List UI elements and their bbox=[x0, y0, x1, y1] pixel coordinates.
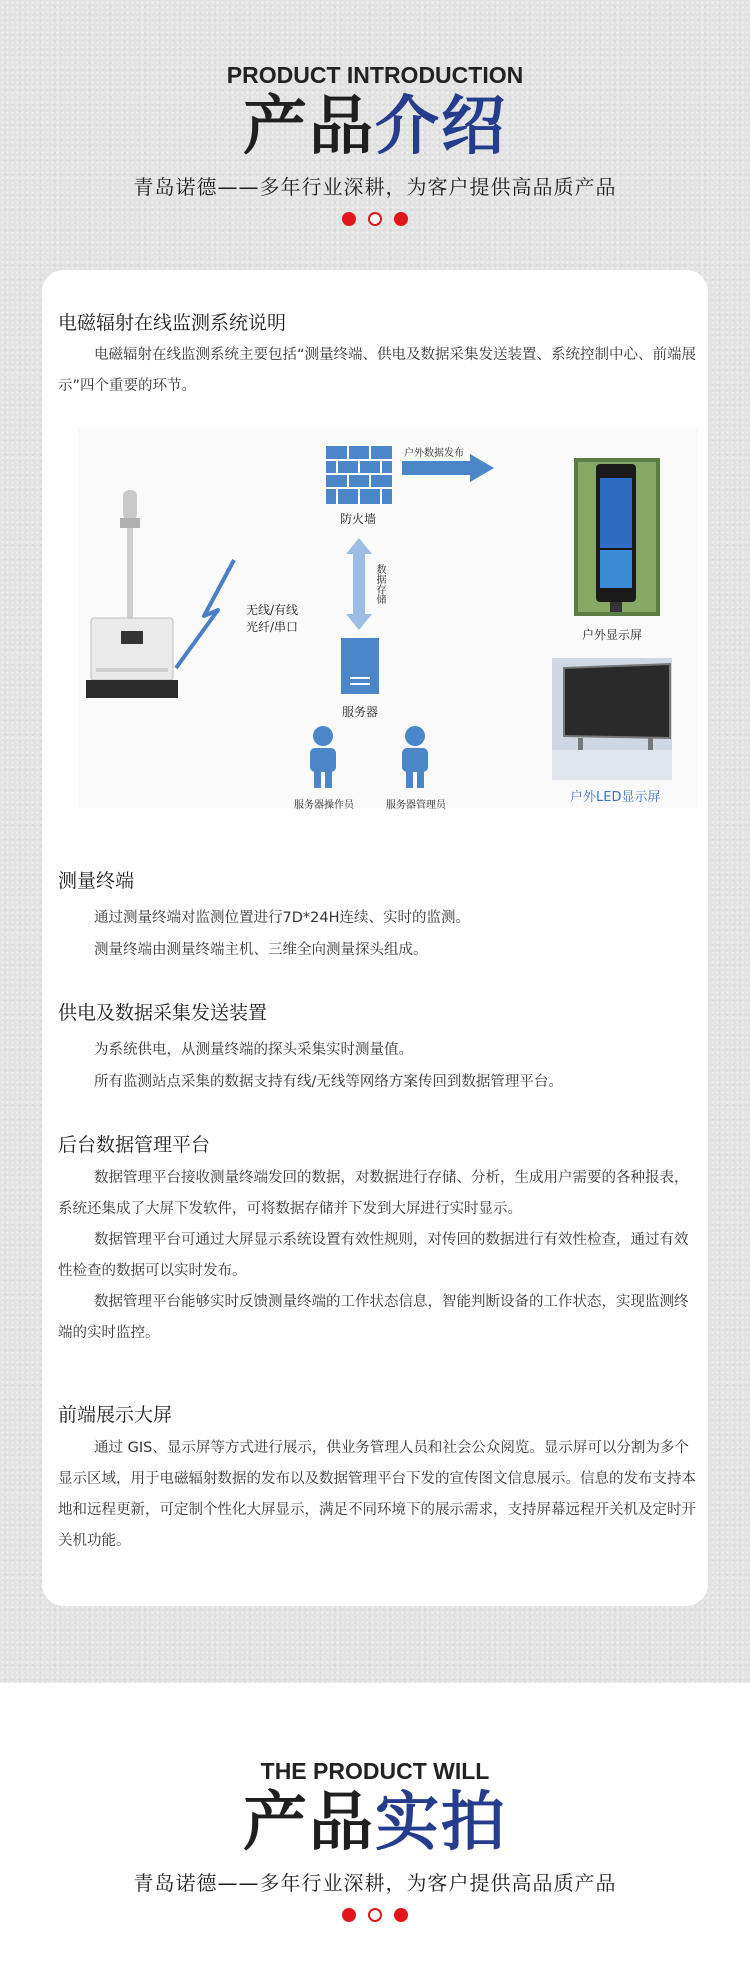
firewall-label: 防火墙 bbox=[340, 512, 377, 526]
firewall-icon bbox=[326, 446, 392, 504]
platform-para-1: 数据管理平台接收测量终端发回的数据，对数据进行存储、分析，生成用户需要的各种报表，系统还集成了大屏下发软件，可将数据存储并下发到大屏进行实时显示。 bbox=[58, 1170, 689, 1217]
power-line-2: 所有监测站点采集的数据支持有线/无线等网络方案传回到数据管理平台。 bbox=[94, 1074, 563, 1090]
outdoor-screen-image bbox=[574, 458, 660, 616]
section-title-terminal: 测量终端 bbox=[58, 870, 135, 892]
data-storage-label: 数据存储 bbox=[374, 564, 385, 604]
intro-card-title: 电磁辐射在线监测系统说明 bbox=[58, 312, 287, 334]
server-icon bbox=[341, 638, 379, 694]
photo-dots bbox=[0, 1908, 750, 1922]
photo-title-cn-blue: 实拍 bbox=[375, 1786, 507, 1860]
section-title-power: 供电及数据采集发送装置 bbox=[58, 1002, 268, 1024]
dot-icon bbox=[342, 1908, 356, 1922]
photo-title-en: THE PRODUCT WILL bbox=[260, 1758, 490, 1784]
operator-label: 服务器操作员 bbox=[294, 800, 354, 811]
photo-section bbox=[0, 1683, 750, 1986]
system-diagram-graphic bbox=[58, 418, 698, 813]
intro-title-cn-blue: 介绍 bbox=[375, 90, 507, 164]
photo-subtitle: 青岛诺德——多年行业深耕，为客户提供高品质产品 bbox=[133, 1871, 617, 1895]
terminal-line-1: 通过测量终端对监测位置进行7D*24H连续、实时的监测。 bbox=[94, 910, 470, 926]
outdoor-publish-label: 户外数据发布 bbox=[404, 448, 464, 459]
platform-para-3: 数据管理平台能够实时反馈测量终端的工作状态信息，智能判断设备的工作状态，实现监测终端的实时监控。 bbox=[58, 1294, 689, 1341]
intro-title-cn bbox=[0, 91, 750, 163]
photo-header bbox=[0, 1758, 750, 1922]
photo-title-cn-dark: 产品 bbox=[243, 1786, 375, 1860]
led-screen-image bbox=[552, 658, 672, 780]
photo-title-cn bbox=[0, 1787, 750, 1859]
dot-hollow-icon bbox=[368, 212, 382, 226]
server-label: 服务器 bbox=[342, 705, 379, 719]
intro-title-en: PRODUCT INTRODUCTION bbox=[226, 62, 524, 88]
intro-header bbox=[0, 62, 750, 226]
power-line-1: 为系统供电，从测量终端的探头采集实时测量值。 bbox=[94, 1042, 413, 1058]
dot-icon bbox=[394, 1908, 408, 1922]
outdoor-screen-label: 户外显示屏 bbox=[582, 628, 643, 642]
fiber-label: 光纤/串口 bbox=[246, 620, 299, 634]
section-title-platform: 后台数据管理平台 bbox=[58, 1134, 211, 1156]
terminal-line-2: 测量终端由测量终端主机、三维全向测量探头组成。 bbox=[94, 942, 428, 958]
intro-card bbox=[42, 270, 708, 1606]
intro-card-text: 电磁辐射在线监测系统主要包括“测量终端、供电及数据采集发送装置、系统控制中心、前端展示”四个重要的环节。 bbox=[58, 347, 697, 394]
dot-icon bbox=[394, 212, 408, 226]
display-para: 通过 GIS、显示屏等方式进行展示，供业务管理人员和社会公众阅览。显示屏可以分割为多个显示区域，用于电磁辐射数据的发布以及数据管理平台下发的宣传图文信息展示。信息的发布支持本地和远程更新，可定制个性化大屏显示，满足不同环境下的展示需求，支持屏幕远程开关机及定时开关机功能。 bbox=[58, 1440, 696, 1549]
dot-hollow-icon bbox=[368, 1908, 382, 1922]
intro-dots bbox=[0, 212, 750, 226]
admin-label: 服务器管理员 bbox=[386, 800, 446, 811]
dot-icon bbox=[342, 212, 356, 226]
wireless-label: 无线/有线 bbox=[246, 603, 299, 617]
system-diagram bbox=[58, 418, 698, 813]
platform-para-2: 数据管理平台可通过大屏显示系统设置有效性规则，对传回的数据进行有效性检查，通过有效性检查的数据可以实时发布。 bbox=[58, 1232, 689, 1279]
led-screen-label: 户外LED显示屏 bbox=[570, 790, 661, 805]
intro-title-cn-dark: 产品 bbox=[243, 90, 375, 164]
section-title-display: 前端展示大屏 bbox=[58, 1404, 173, 1426]
intro-subtitle: 青岛诺德——多年行业深耕，为客户提供高品质产品 bbox=[133, 175, 617, 199]
